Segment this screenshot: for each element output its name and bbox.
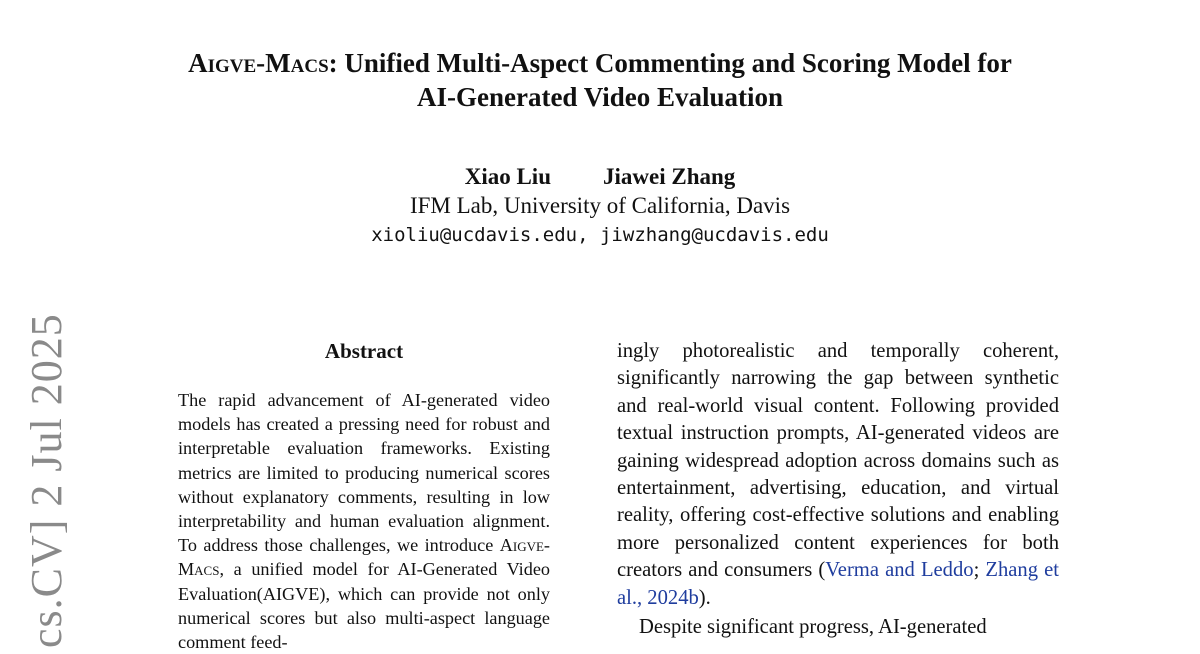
author-list bbox=[0, 162, 1200, 192]
citation-separator: ; bbox=[973, 559, 986, 582]
title-model-name: Aigve-Macs bbox=[188, 48, 329, 78]
abstract-model-name: Aigve-Macs bbox=[178, 535, 550, 580]
introduction-column bbox=[617, 338, 1059, 641]
paper-title bbox=[0, 46, 1200, 114]
intro-paragraph bbox=[617, 338, 1059, 612]
intro-paragraph bbox=[617, 614, 1059, 641]
author-name: Xiao Liu bbox=[464, 164, 551, 189]
title-line-2: AI-Generated Video Evaluation bbox=[416, 82, 783, 112]
title-line-1-rest: : Unified Multi-Aspect Commenting and Scoring Model for bbox=[328, 48, 1012, 78]
abstract-heading: Abstract bbox=[324, 339, 404, 363]
title-line-1 bbox=[0, 46, 1200, 80]
abstract-body bbox=[178, 388, 550, 654]
citation-link[interactable]: Zhang et al., 2024b bbox=[617, 559, 1060, 609]
citation-link[interactable]: Verma and Leddo bbox=[825, 559, 974, 582]
abstract-text-1: The rapid advancement of AI-generated video models has created a pressing need for robust and interpretable evaluation frameworks. Existing metrics are limited to producing numerical scores without explanatory comments, resulting in low interpretability and human evaluation alignment. To address those challenges, we introduce bbox=[178, 390, 550, 556]
affiliation: IFM Lab, University of California, Davis bbox=[409, 193, 791, 218]
intro-text-end: ). bbox=[698, 586, 711, 609]
abstract-text-2: , a unified model for AI-Generated Video Evaluation(AIGVE), which can provide not only numerical scores but also multi-aspect language comment feed- bbox=[178, 559, 550, 653]
intro-text: ingly photorealistic and temporally coherent, significantly narrowing the gap between synthetic and real-world visual content. Following provided textual instruction prompts, AI-generated videos are gaining widespread adoption across domains such as entertainment, advertising, education, and virtual reality, offering cost-effective solutions and enabling more personalized content experiences for both creators and consumers ( bbox=[617, 340, 1059, 582]
author-emails: xioliu@ucdavis.edu, jiwzhang@ucdavis.edu bbox=[371, 224, 829, 246]
arxiv-identifier-stamp: cs.CV] 2 Jul 2025 bbox=[22, 313, 71, 648]
author-name: Jiawei Zhang bbox=[603, 164, 736, 189]
intro-text: Despite significant progress, AI-generated bbox=[639, 616, 987, 639]
